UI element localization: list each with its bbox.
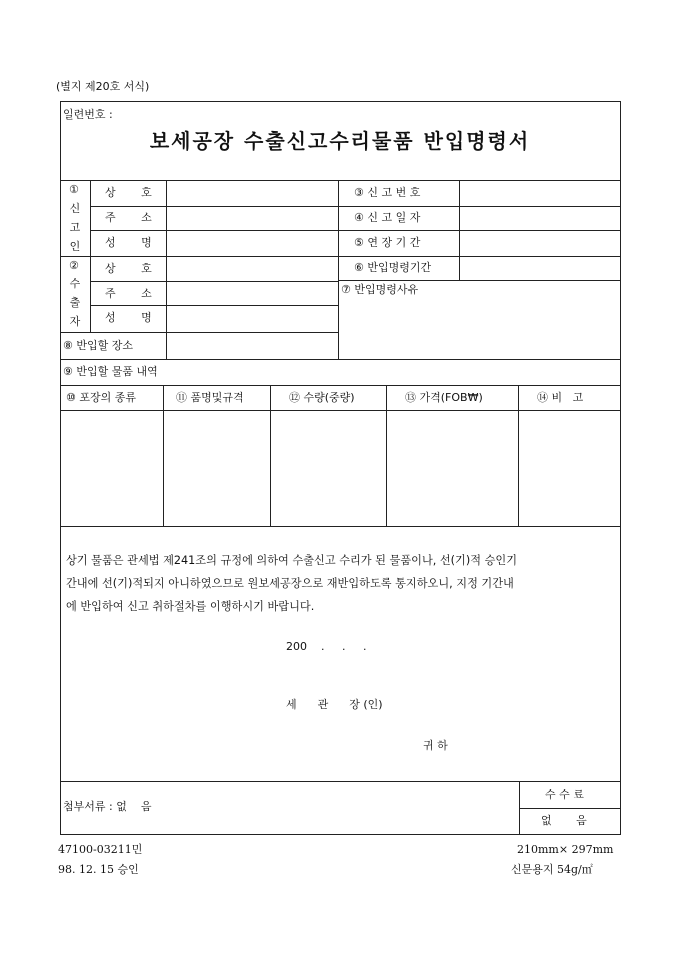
- notice-line: 에 반입하여 신고 취하절차를 이행하시기 바랍니다.: [66, 600, 315, 613]
- applicant-name-field[interactable]: [168, 232, 336, 254]
- exporter-address-field[interactable]: [168, 283, 336, 303]
- exporter-address-label: 주 소: [105, 287, 152, 300]
- footer-approval-date: 98. 12. 15 승인: [58, 863, 139, 876]
- applicant-company-label: 상 호: [105, 186, 152, 199]
- exporter-name-label: 성 명: [105, 311, 152, 324]
- exporter-name-field[interactable]: [168, 307, 336, 330]
- item-spec-cell[interactable]: [165, 412, 269, 524]
- applicant-address-label: 주 소: [105, 211, 152, 224]
- order-reason-label: ⑦ 반입명령사유: [341, 283, 419, 296]
- col-quantity: ⑫ 수량(중량): [289, 391, 355, 404]
- goods-section-title: ⑨ 반입할 물품 내역: [63, 365, 158, 378]
- footer-paper-type: 신문용지 54g/㎡: [511, 863, 593, 876]
- applicant-address-field[interactable]: [168, 208, 336, 228]
- date-line: 200 . . .: [286, 640, 367, 653]
- extension-period-field[interactable]: [461, 232, 618, 254]
- exporter-company-field[interactable]: [168, 258, 336, 279]
- attachments-label: 첨부서류 : 없 음: [63, 800, 152, 813]
- applicant-name-label: 성 명: [105, 236, 152, 249]
- declaration-number-label: ③ 신 고 번 호: [354, 186, 421, 199]
- col-price: ⑬ 가격(FOB₩): [405, 391, 483, 404]
- return-place-label: ⑧ 반입할 장소: [63, 339, 133, 352]
- notice-line: 상기 물품은 관세법 제241조의 규정에 의하여 수출신고 수리가 된 물품이나, 선(기)적 승인기: [66, 554, 518, 567]
- col-remarks: ⑭ 비 고: [537, 391, 584, 404]
- exporter-company-label: 상 호: [105, 262, 152, 275]
- fee-value: 없 음: [541, 814, 587, 827]
- col-item-spec: ⑪ 품명및규격: [176, 391, 244, 404]
- price-cell[interactable]: [388, 412, 517, 524]
- applicant-vertical-label: 신 고 인: [69, 202, 81, 253]
- order-reason-field[interactable]: [340, 298, 618, 357]
- extension-period-label: ⑤ 연 장 기 간: [354, 236, 421, 249]
- quantity-cell[interactable]: [272, 412, 385, 524]
- remarks-cell[interactable]: [520, 412, 618, 524]
- customs-director-signature: 세 관 장 (인): [286, 698, 383, 711]
- notice-line: 간내에 선(기)적되지 아니하였으므로 원보세공장으로 재반입하도록 통지하오니, 지정 기간내: [66, 577, 514, 590]
- declaration-date-label: ④ 신 고 일 자: [354, 211, 421, 224]
- form-title: 보세공장 수출신고수리물품 반입명령서: [149, 129, 531, 153]
- order-period-field[interactable]: [461, 258, 618, 278]
- form-number-note: (별지 제20호 서식): [56, 80, 150, 93]
- declaration-date-field[interactable]: [461, 208, 618, 228]
- fee-label: 수 수 료: [545, 788, 584, 801]
- addressee: 귀 하: [423, 739, 448, 752]
- declaration-number-field[interactable]: [461, 182, 618, 204]
- package-type-cell[interactable]: [62, 412, 162, 524]
- footer-paper-size: 210mm× 297mm: [517, 843, 614, 856]
- serial-number-label: 일련번호 :: [63, 108, 113, 121]
- applicant-company-field[interactable]: [168, 182, 336, 204]
- exporter-mark: ②: [69, 259, 79, 272]
- order-period-label: ⑥ 반입명령기간: [354, 261, 432, 274]
- exporter-vertical-label: 수 출 자: [69, 277, 81, 328]
- applicant-mark: ①: [69, 183, 79, 196]
- footer-form-number: 47100-03211민: [58, 843, 143, 856]
- col-package-type: ⑩ 포장의 종류: [66, 391, 136, 404]
- return-place-field[interactable]: [168, 334, 336, 357]
